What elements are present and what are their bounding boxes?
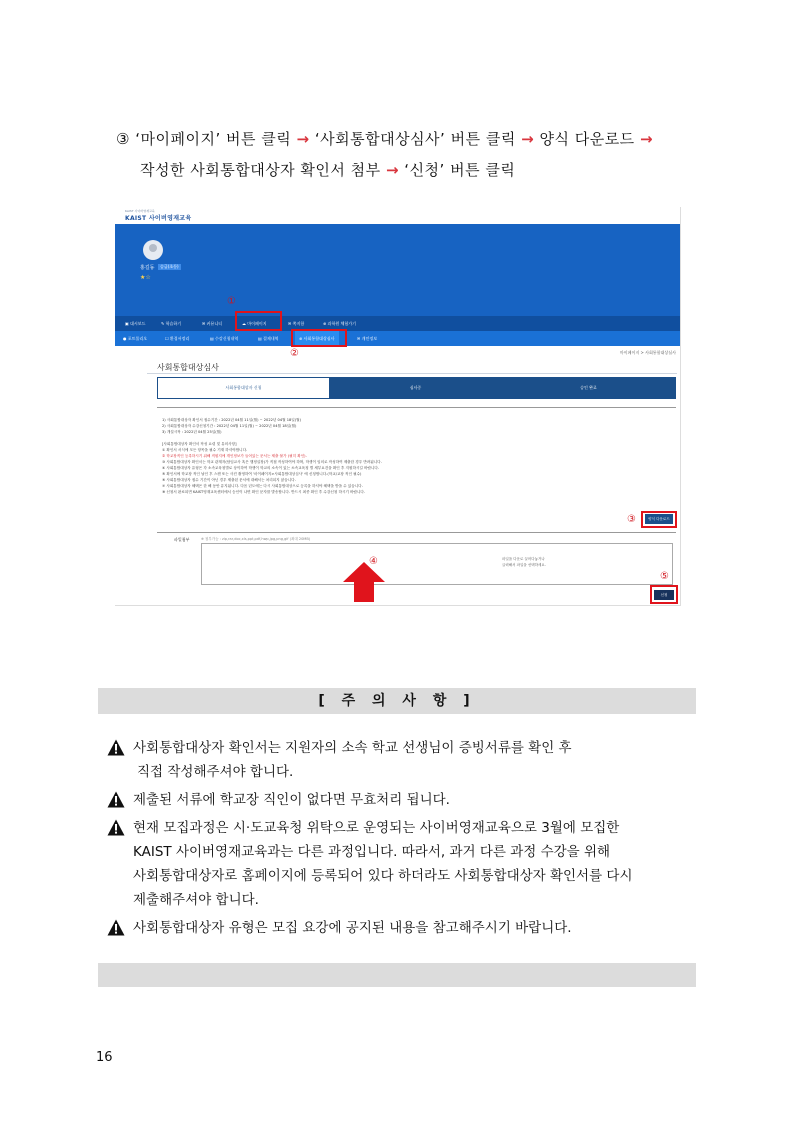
subnav-social-review[interactable]: ⊕ 사회통합대상심사: [295, 331, 339, 346]
user-badge: 승급(초등): [160, 264, 179, 269]
warning-icon: [107, 791, 125, 808]
info-line: ③ 사회통합대상자 확인서는 학교 관계자(담임교사 혹은 행정실장)가 직접 작성하여야 하며, 학생이 임의로 작성하여 제출한 경우 반려됩니다.: [162, 460, 382, 464]
nav-experience[interactable]: ⊕ 과학원 체험가기: [323, 321, 356, 326]
tab-apply[interactable]: 사회통합대상자 신청: [158, 378, 329, 398]
nav-dashboard[interactable]: ▣ 대시보드: [125, 321, 146, 326]
step-mypage: ‘마이페이지’ 버튼 클릭: [135, 130, 292, 148]
notice-text: 사회통합대상자로 홈페이지에 등록되어 있다 하더라도 사회통합대상자 확인서를 다시: [133, 868, 633, 884]
marker-1: ①: [227, 296, 236, 307]
instruction-text: [116, 124, 716, 186]
profile-banner: [115, 224, 680, 316]
notice-text: 사회통합대상자 유형은 모집 요강에 공지된 내용을 참고해주시기 바랍니다.: [133, 920, 572, 936]
star-icon: ★☆: [140, 274, 151, 281]
sub-nav: [115, 331, 680, 346]
notice-text: 사회통합대상자 확인서는 지원자의 소속 학교 선생님이 증빙서류를 확인 후: [133, 740, 572, 756]
file-dropzone[interactable]: [201, 543, 673, 585]
info-line: 1) 사회통합대상자 확인서 접수기간 : 2022년 04월 11일(월) ~ 2022년 04월 18일(월): [162, 418, 302, 422]
step-review: ‘사회통합대상심사’ 버튼 클릭: [314, 130, 516, 148]
step-download: 양식 다운로드: [539, 130, 635, 148]
nav-messages[interactable]: ✉ 쪽지함: [288, 321, 305, 326]
subnav-portfolio[interactable]: ● 포트폴리오: [123, 336, 148, 341]
highlight-mypage: [235, 311, 282, 331]
dropzone-text: [502, 556, 546, 568]
tab-reviewing[interactable]: 심사중: [329, 378, 502, 398]
arrow-icon: →: [521, 130, 535, 148]
website-screenshot: [115, 207, 681, 606]
nav-mypage[interactable]: ☁ 마이페이지: [242, 321, 267, 326]
title-divider: [147, 373, 677, 374]
subnav-environment[interactable]: ☐ 환경서정리: [165, 336, 190, 341]
notice-list: [105, 736, 705, 944]
marker-3: ③: [627, 514, 636, 525]
dropzone-text-1: 파일을 다운로 끌어다놓거나: [502, 557, 545, 561]
up-arrow-icon: [343, 562, 385, 602]
notice-item: [105, 788, 705, 812]
download-form-button[interactable]: 양식 다운로드: [645, 514, 673, 524]
info-line: ⑤ 확인서에 학교장 직인 날인 후 스캔 또는 사진 촬영하여 '마이페이지>사회통합대상심사' 에 신청합니다.(학교/교장 직인 필수): [162, 472, 362, 476]
notice-item: [105, 816, 705, 912]
notice-footer-bar: [98, 963, 696, 987]
subnav-enrollment[interactable]: ▤ 수강신청내역: [210, 336, 239, 341]
step-number: ③: [116, 130, 130, 148]
tab-approved[interactable]: 승인 완료: [502, 378, 675, 398]
site-logo[interactable]: KAIST 사이버영재교육: [125, 215, 192, 222]
submit-button[interactable]: 신청: [654, 590, 674, 600]
site-header: [115, 207, 680, 224]
main-nav: [115, 316, 680, 331]
marker-4: ④: [369, 556, 378, 567]
arrow-icon: →: [639, 130, 654, 148]
subnav-payments[interactable]: ▤ 결제내역: [258, 336, 279, 341]
dropzone-text-2: 클릭해서 파일을 선택하세요.: [502, 563, 546, 567]
highlight-social-review: [291, 329, 347, 347]
arrow-icon: →: [385, 161, 400, 179]
marker-2: ②: [290, 348, 299, 359]
page-title: 사회통합대상심사: [157, 363, 219, 372]
notice-text: 직접 작성해주셔야 합니다.: [137, 764, 294, 780]
marker-5: ⑤: [660, 571, 669, 582]
user-name: 홍길동: [140, 265, 155, 271]
attach-note: ※ 첨부가능 : zip,rar,doc,xls,ppt,pdf,hwp,jpg,png,gif (최대 20MB): [201, 537, 311, 541]
notice-text: KAIST 사이버영재교육과는 다른 과정입니다. 따라서, 과거 다른 과정 수강을 위해: [133, 844, 611, 860]
info-line: [사회통합대상자 확인서 작성 요령 및 유의사항]: [162, 442, 237, 446]
info-line: 3) 개설시작 : 2022년 04월 25일(월): [162, 430, 222, 434]
info-line: ② 학교장직인 등록하시기 위해 직원지에 개인정보가 들어있는 문서는 제출 불가 (필히 확인).: [162, 454, 307, 458]
info-line: ① 확인서 서식에 모든 항목을 필수 기재 하셔야합니다.: [162, 448, 248, 452]
avatar: [143, 240, 163, 260]
page-number: 16: [96, 1050, 113, 1065]
step-attach: 작성한 사회통합대상자 확인서 첨부: [140, 161, 381, 179]
info-line: ⑧ 신청서 완료되면 KAIST영재교육센터에서 승인이 나면 확인 문자를 발송합니다. 반드시 최종 확인 후 수강신청 하시기 바랍니다.: [162, 490, 366, 494]
instruction-line-1: [116, 124, 716, 155]
nav-learning[interactable]: ✎ 학습하기: [161, 321, 182, 326]
notice-item: [105, 736, 705, 784]
nav-community[interactable]: ✉ 커뮤니티: [202, 321, 223, 326]
warning-icon: [107, 739, 125, 756]
site-logo-small: KAIST 사이버영재교육: [125, 209, 155, 213]
arrow-icon: →: [296, 130, 310, 148]
info-box: [157, 407, 676, 533]
info-line: ⑥ 사회통합대상자 접수 기간이 아닌 경우 제출된 문서에 대해서는 처리되지 않습니다.: [162, 478, 296, 482]
notice-text: 제출해주셔야 합니다.: [133, 892, 259, 908]
highlight-submit: [650, 585, 678, 604]
info-line: 2) 사회통합대상자 수강신청기간 : 2022년 04월 11일(월) ~ 2022년 04월 18일(월): [162, 424, 297, 428]
warning-icon: [107, 819, 125, 836]
notice-text: 현재 모집과정은 시·도교육청 위탁으로 운영되는 사이버영재교육으로 3월에 모집한: [133, 820, 620, 836]
subnav-personal-info[interactable]: ✉ 개인정보: [357, 336, 378, 341]
instruction-line-2: [116, 155, 716, 186]
notice-heading: [ 주 의 사 항 ]: [98, 688, 696, 714]
notice-text: 제출된 서류에 학교장 직인이 없다면 무효처리 됩니다.: [133, 792, 450, 808]
info-line: ⑦ 사회통합대상자 혜택은 한 해 동안 유지됩니다. 다음 년도에는 다시 사회통합대상으로 등록을 하셔야 혜택을 받을 수 있습니다.: [162, 484, 363, 488]
highlight-download: [641, 511, 677, 528]
warning-icon: [107, 919, 125, 936]
notice-item: [105, 916, 705, 940]
info-line: ④ 사회통합대상자 유형은 각 소속교육청별로 상이하여 학생이 학교의 소속이 있는 소속교육청 별 세부요건을 확인 후 지원하시길 바랍니다.: [162, 466, 380, 470]
attach-label: 파일첨부: [174, 537, 190, 542]
step-submit: ‘신청’ 버튼 클릭: [404, 161, 516, 179]
breadcrumb: 마이페이지 > 사회통합대상심사: [619, 350, 676, 355]
review-tabs: [157, 377, 676, 399]
